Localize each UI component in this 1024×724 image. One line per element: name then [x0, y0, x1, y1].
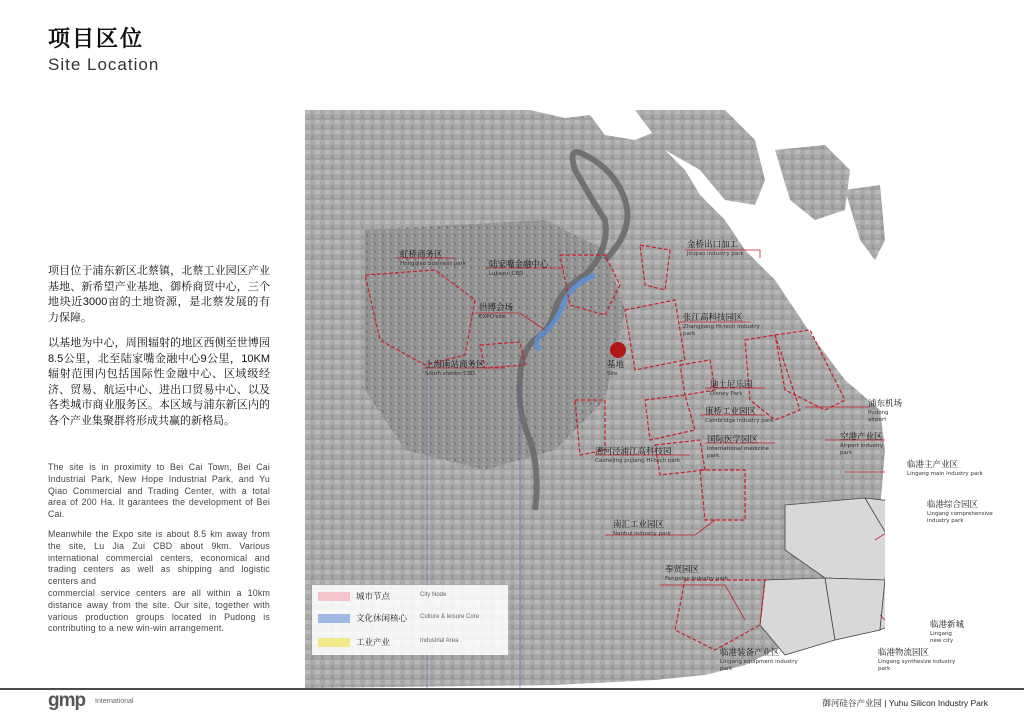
label-medical-cn: 国际医学园区	[707, 435, 759, 445]
label-lingang-newcity-cn: 临港新城	[930, 620, 965, 630]
label-lingang-comp-cn: 临港综合园区	[927, 500, 979, 510]
legend-label-en: Industrial Area	[420, 638, 459, 644]
label-south-station-cn: 上海南站商务区	[425, 360, 485, 370]
description-cn-paragraph-2: 以基地为中心，周围辐射的地区西侧至世博园8.5公里，北至陆家嘴金融中心9公里，10KM辐射范围内包括国际性金融中心、区域级经济、贸易、航运中心、进出口贸易中心、以及各类城市商业服务区。本区域与浦东新区内的各个产业集聚群将形成共赢的新格局。	[48, 337, 270, 427]
label-jinqiao	[687, 240, 744, 258]
label-lujiazui-en: Lujiazui CBD	[489, 271, 524, 277]
label-expo	[479, 303, 513, 321]
description-en-paragraph-2: Meanwhile the Expo site is about 8.5 km away from the site, Lu Jia Zui CBD about 9km. Various international commercial centers, economical and trading centers as well as shipping and logistic centers and	[48, 528, 270, 587]
legend-label-en: City Node	[420, 592, 447, 598]
legend-swatch-culture-core	[318, 614, 350, 623]
page-title-cn: 项目区位	[48, 26, 145, 51]
lingang-logistics-zone	[825, 578, 885, 640]
label-airport-industry	[840, 432, 885, 457]
label-lingang-logistics	[878, 648, 958, 673]
label-disney-en: Disney Park	[710, 391, 743, 397]
legend-item-culture-core	[318, 611, 504, 625]
label-lingang-main-en: Lingang main industry park	[907, 471, 983, 477]
label-caohejing	[595, 447, 680, 465]
footer-divider	[0, 688, 1024, 690]
label-hongqiao	[400, 250, 466, 268]
description-column	[48, 264, 270, 439]
label-lujiazui-cn: 陆家嘴金融中心	[489, 260, 549, 270]
label-jinqiao-cn: 金桥出口加工	[687, 240, 739, 250]
label-lingang-logistics-en: Lingang synthesize industry park	[878, 659, 956, 672]
legend-label-cn: 城市节点	[356, 591, 391, 601]
page-title-en: Site Location	[48, 55, 160, 74]
label-lingang-comprehensive	[927, 500, 1007, 525]
label-nanhui-cn: 南汇工业园区	[613, 520, 665, 530]
label-jinqiao-en: Jinqiao industry park	[687, 251, 744, 257]
label-zhangjiang	[683, 313, 765, 338]
legend-swatch-city-node	[318, 592, 350, 601]
legend-item-industrial	[318, 635, 504, 649]
label-lingang-equip-cn: 临港装备产业区	[720, 648, 780, 658]
label-lingang-equipment	[720, 648, 798, 673]
description-column-en	[48, 462, 270, 643]
label-medical-en: International medicine park	[707, 446, 770, 459]
label-kangqiao	[705, 407, 774, 425]
label-zhangjiang-en: Zhangjiang Hi-tech industry park	[683, 324, 760, 337]
label-fengxian	[665, 565, 728, 583]
label-hongqiao-en: Hongqiao business park	[400, 261, 467, 267]
legend-item-city-node	[318, 589, 504, 603]
description-en-paragraph-3: commercial service centers are all within a 10km distance away from the site. Our site, together with various production groups located in Pudong is contributing to a new win-win arrangement.	[48, 587, 270, 634]
label-fengxian-cn: 奉贤园区	[665, 565, 700, 575]
label-zhangjiang-cn: 张江高科技园区	[683, 313, 743, 323]
label-airport-en: Pudong airport	[868, 410, 889, 423]
legend-label-cn: 工业产业	[356, 637, 391, 647]
label-medical	[707, 435, 779, 460]
description-cn-paragraph-1: 项目位于浦东新区北蔡镇，北蔡工业园区产业基地、新希望产业基地、御桥商贸中心，三个地块近3000亩的土地资源，是北蔡发展的有力保障。	[48, 265, 270, 324]
label-lingang-newcity-en: Lingang new city	[930, 631, 954, 644]
footer-project-name: 御河硅谷产业园 | Yuhu Silicon Industry Park	[822, 698, 988, 708]
label-airport	[868, 399, 902, 424]
label-lingang-main	[907, 460, 983, 478]
label-site-cn: 基地	[607, 360, 625, 370]
gmp-logo: gmp	[48, 690, 86, 711]
map-legend	[312, 585, 508, 655]
gmp-logo-sub: International	[95, 698, 134, 705]
legend-label-en: Culture & leisure Core	[420, 614, 480, 620]
label-lujiazui	[489, 260, 549, 278]
label-lingang-newcity	[930, 620, 964, 645]
label-disney	[710, 380, 753, 398]
island-3	[845, 185, 885, 260]
label-airport-industry-en: Airport industry park	[840, 443, 884, 456]
legend-swatch-industrial	[318, 638, 350, 647]
label-nanhui-en: Nanhui industry park	[613, 531, 671, 537]
island-2	[775, 145, 850, 220]
legend-label-cn: 文化休闲核心	[356, 613, 408, 623]
label-kangqiao-cn: 康桥工业园区	[705, 407, 757, 417]
label-hongqiao-cn: 虹桥商务区	[400, 250, 443, 260]
label-disney-cn: 迪士尼乐园	[710, 380, 753, 390]
label-lingang-comp-en: Lingang comprehensive industry park	[927, 511, 993, 524]
label-airport-industry-cn: 空港产业区	[840, 432, 883, 442]
label-airport-cn: 浦东机场	[868, 399, 903, 409]
label-lingang-equip-en: Lingang equipment industry park	[720, 659, 798, 672]
site-marker	[610, 342, 626, 358]
label-expo-cn: 世博会场	[479, 303, 514, 313]
label-site	[607, 360, 624, 378]
label-nanhui	[613, 520, 671, 538]
label-kangqiao-en: Cambridge industry park	[705, 418, 774, 424]
label-site-en: Site	[607, 371, 618, 377]
label-expo-en: EXPO site	[479, 314, 506, 320]
label-lingang-logistics-cn: 临港物流园区	[878, 648, 930, 658]
label-caohejing-cn: 漕河泾浦江高科技园	[595, 447, 672, 457]
label-south-station	[425, 360, 485, 378]
label-lingang-main-cn: 临港主产业区	[907, 460, 959, 470]
label-caohejing-en: Caohejing pujiang Hi-tech park	[595, 458, 681, 464]
label-fengxian-en: Fengxian industry park	[665, 576, 729, 582]
description-en-paragraph-1: The site is in proximity to Bei Cai Town, Bei Cai Industrial Park, New Hope Industrial Park, and Yu Qiao Commercial and Trading Center, with a total area of 200 Ha. It garantees the development of Bei Cai.	[48, 462, 270, 520]
label-south-station-en: South station CBD	[425, 371, 476, 377]
